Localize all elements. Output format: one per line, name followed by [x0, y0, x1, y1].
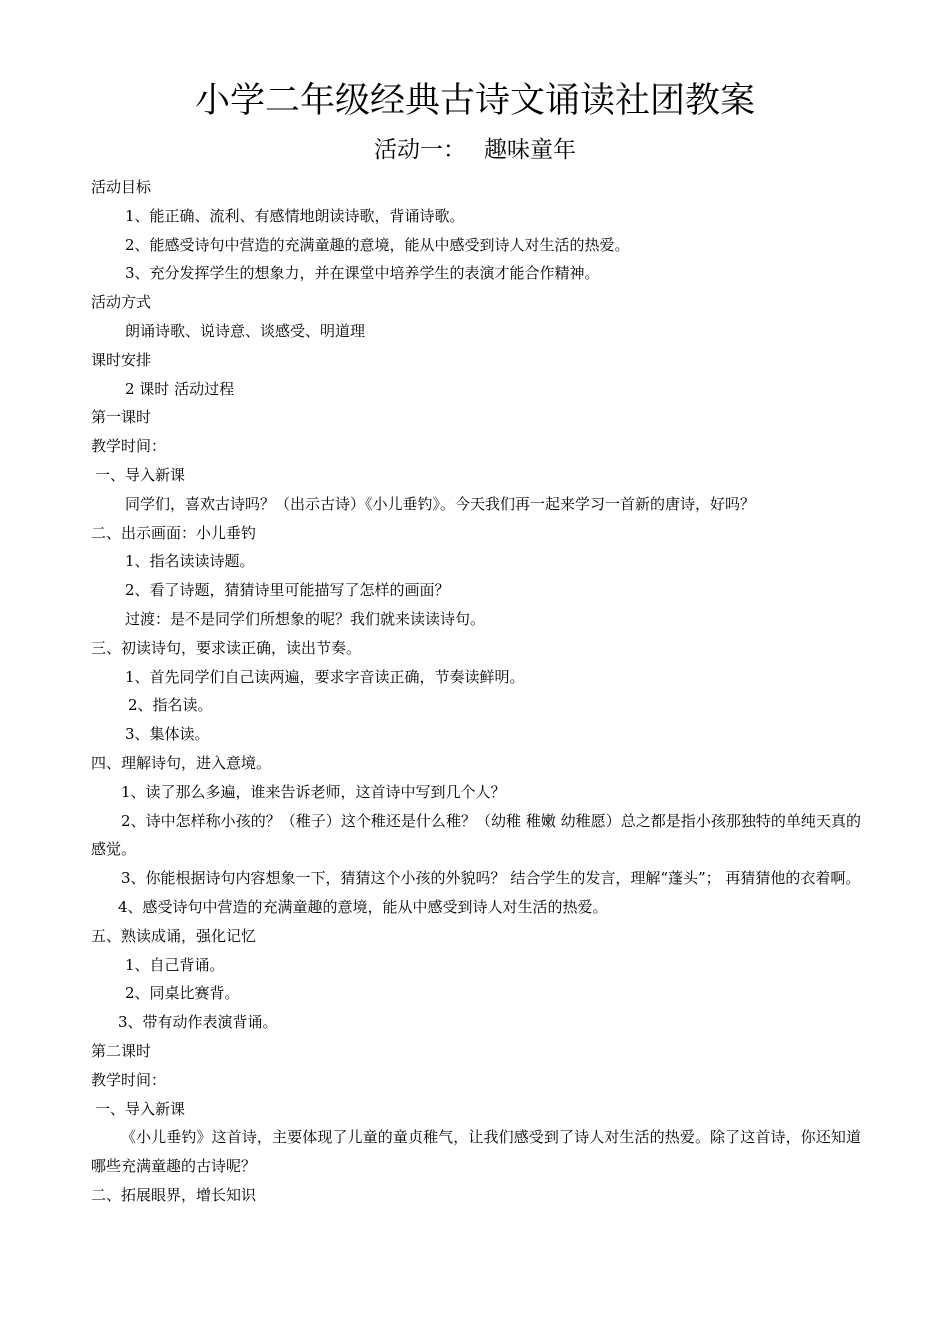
step-item: 4、感受诗句中营造的充满童趣的意境，能从中感受到诗人对生活的热爱。: [118, 897, 608, 916]
step-heading: 四、理解诗句，进入意境。: [91, 753, 272, 772]
paragraph: 2 课时 活动过程: [125, 379, 235, 398]
paragraph: 教学时间：: [91, 437, 167, 456]
section-heading: 活动方式: [91, 293, 152, 312]
section-heading: 活动目标: [91, 178, 152, 196]
document-body: [91, 173, 861, 1210]
step-item: 1、读了那么多遍，谁来告诉老师，这首诗中写到几个人？: [121, 782, 506, 801]
step-item: 2、看了诗题，猜猜诗里可能描写了怎样的画面？: [125, 581, 450, 600]
document-title: 小学二年级经典古诗文诵读社团教案: [194, 81, 755, 121]
step-item: 3、带有动作表演背诵。: [118, 1013, 278, 1032]
step-item: 3、集体读。: [125, 725, 210, 744]
activity-label: 活动一：: [374, 137, 466, 163]
paragraph: 教学时间：: [91, 1070, 167, 1089]
step-item: 1、首先同学们自己读两遍，要求字音读正确，节奏读鲜明。: [125, 667, 525, 686]
step-item: 2、指名读。: [128, 696, 213, 715]
goal-item: 2、能感受诗句中营造的充满童趣的意境，能从中感受到诗人对生活的热爱。: [125, 235, 630, 254]
step-heading: 一、导入新课: [95, 465, 186, 484]
step-item: 3、你能根据诗句内容想象一下，猜猜这个小孩的外貌吗？ 结合学生的发言，理解“蓬头”； 再猜猜他的衣着啊。: [121, 869, 861, 888]
step-heading: 二、出示画面：小儿垂钓: [91, 523, 257, 542]
section-heading: 课时安排: [91, 350, 152, 369]
activity-name: 趣味童年: [484, 137, 576, 163]
step-item: 2、诗中怎样称小孩的？（稚子）这个稚还是什么稚？（幼稚 稚嫩 幼稚愿）总之都是指小孩那独特的单纯天真的感觉。: [91, 811, 861, 859]
step-heading: 一、导入新课: [95, 1099, 186, 1118]
paragraph: 朗诵诗歌、说诗意、谈感受、明道理: [125, 321, 366, 340]
lesson-heading: 第二课时: [91, 1041, 152, 1060]
paragraph: 过渡：是不是同学们所想象的呢？我们就来读读诗句。: [125, 609, 486, 628]
lesson-heading: 第一课时: [91, 408, 152, 427]
activity-heading: [0, 134, 950, 166]
paragraph: 《小儿垂钓》这首诗，主要体现了儿童的童贞稚气，让我们感受到了诗人对生活的热爱。除了这首诗，你还知道哪些充满童趣的古诗呢？: [91, 1128, 861, 1176]
step-item: 2、同桌比赛背。: [125, 984, 240, 1003]
step-heading: 五、熟读成诵，强化记忆: [91, 926, 257, 945]
step-heading: 二、拓展眼界，增长知识: [91, 1185, 257, 1204]
goal-item: 1、能正确、流利、有感情地朗读诗歌，背诵诗歌。: [125, 206, 465, 225]
step-heading: 三、初读诗句，要求读正确，读出节奏。: [91, 638, 362, 657]
goal-item: 3、充分发挥学生的想象力，并在课堂中培养学生的表演才能合作精神。: [125, 264, 600, 283]
step-item: 1、指名读读诗题。: [125, 552, 255, 571]
step-item: 1、自己背诵。: [125, 955, 225, 974]
paragraph: 同学们，喜欢古诗吗？（出示古诗）《小儿垂钓》。今天我们再一起来学习一首新的唐诗，好吗？: [125, 494, 756, 513]
